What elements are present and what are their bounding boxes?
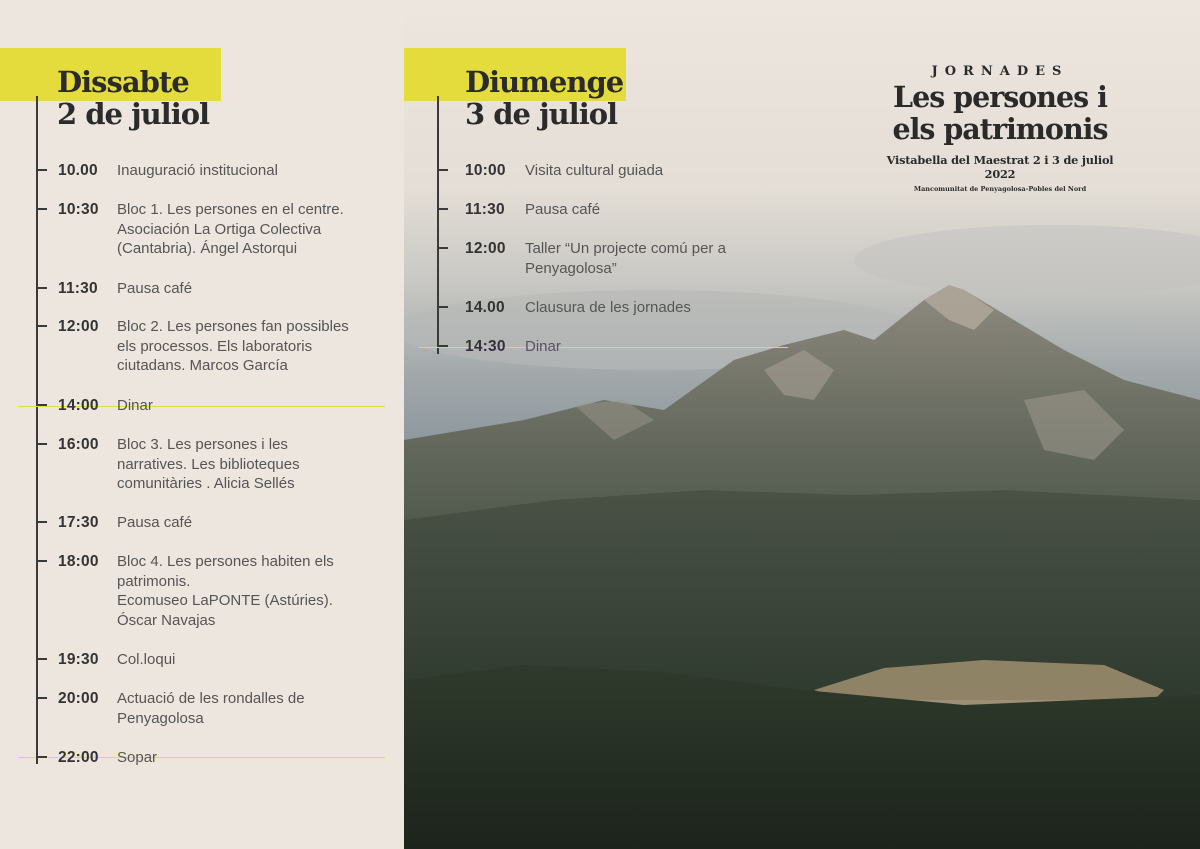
- schedule-time: 14:30: [465, 338, 506, 355]
- schedule-time: 22:00: [58, 749, 99, 766]
- schedule-desc: Col.loqui: [117, 651, 176, 668]
- schedule-desc: Dinar: [525, 338, 561, 355]
- schedule-desc: Dinar: [117, 397, 153, 414]
- event-title: [880, 81, 1120, 145]
- schedule-desc: Actuació de les rondalles de Penyagolosa: [117, 690, 305, 727]
- timeline-tick: [36, 325, 47, 327]
- event-title-line2: els patrimonis: [892, 112, 1108, 146]
- schedule-desc: Bloc 2. Les persones fan possibles els processos. Els laboratoris ciutadans. Marcos García: [117, 318, 349, 374]
- saturday-date: 2 de juliol: [57, 97, 210, 131]
- schedule-time: 10:30: [58, 201, 99, 218]
- schedule-desc: Taller “Un projecte comú per a Penyagolosa”: [525, 240, 726, 277]
- schedule-desc: Bloc 3. Les persones i les narratives. Les biblioteques comunitàries . Alicia Sellés: [117, 436, 300, 492]
- timeline-tick: [437, 208, 448, 210]
- saturday-day-name: Dissabte: [57, 65, 189, 99]
- event-subtitle: Vistabella del Maestrat 2 i 3 de juliol 2022: [886, 153, 1114, 181]
- sunday-day-title: [465, 66, 623, 130]
- schedule-desc: Inauguració institucional: [117, 162, 278, 179]
- schedule-desc: Sopar: [117, 749, 158, 766]
- schedule-time: 14.00: [465, 299, 505, 316]
- schedule-time: 10:00: [465, 162, 506, 179]
- sunday-date: 3 de juliol: [465, 97, 618, 131]
- schedule-time: 20:00: [58, 690, 99, 707]
- schedule-desc: Pausa café: [117, 514, 193, 531]
- schedule-time: 12:00: [58, 318, 99, 335]
- saturday-timeline: [36, 96, 38, 764]
- timeline-tick: [36, 404, 47, 406]
- timeline-tick: [36, 658, 47, 660]
- schedule-time: 10.00: [58, 162, 98, 179]
- schedule-time: 11:30: [58, 280, 98, 297]
- timeline-tick: [36, 521, 47, 523]
- timeline-tick: [437, 345, 448, 347]
- timeline-tick: [36, 443, 47, 445]
- timeline-tick: [437, 247, 448, 249]
- sunday-timeline: [437, 96, 439, 354]
- timeline-tick: [36, 756, 47, 758]
- schedule-desc: Clausura de les jornades: [525, 299, 691, 316]
- timeline-tick: [36, 560, 47, 562]
- schedule-desc: Visita cultural guiada: [525, 162, 664, 179]
- schedule-time: 18:00: [58, 553, 99, 570]
- event-title-line1: Les persones i: [893, 80, 1107, 114]
- timeline-tick: [437, 169, 448, 171]
- timeline-tick: [36, 697, 47, 699]
- sunday-day-name: Diumenge: [465, 65, 624, 99]
- schedule-time: 16:00: [58, 436, 99, 453]
- schedule-time: 11:30: [465, 201, 505, 218]
- saturday-day-title: [57, 66, 209, 130]
- timeline-tick: [36, 208, 47, 210]
- event-organizer: Mancomunitat de Penyagolosa-Pobles del Nord: [913, 185, 1087, 193]
- timeline-tick: [36, 169, 47, 171]
- schedule-time: 19:30: [58, 651, 99, 668]
- schedule-time: 12:00: [465, 240, 506, 257]
- event-kicker: JORNADES: [931, 64, 1069, 79]
- schedule-time: 14:00: [58, 397, 99, 414]
- schedule-time: 17:30: [58, 514, 99, 531]
- timeline-tick: [36, 287, 47, 289]
- schedule-desc: Pausa café: [525, 201, 601, 218]
- schedule-desc: Bloc 4. Les persones habiten els patrimonis. Ecomuseo LaPONTE (Astúries). Óscar Navajas: [117, 553, 334, 629]
- event-title-block: [880, 64, 1120, 193]
- schedule-desc: Pausa café: [117, 280, 193, 297]
- timeline-tick: [437, 306, 448, 308]
- schedule-desc: Bloc 1. Les persones en el centre. Asociación La Ortiga Colectiva (Cantabria). Ángel Astorqui: [117, 201, 344, 257]
